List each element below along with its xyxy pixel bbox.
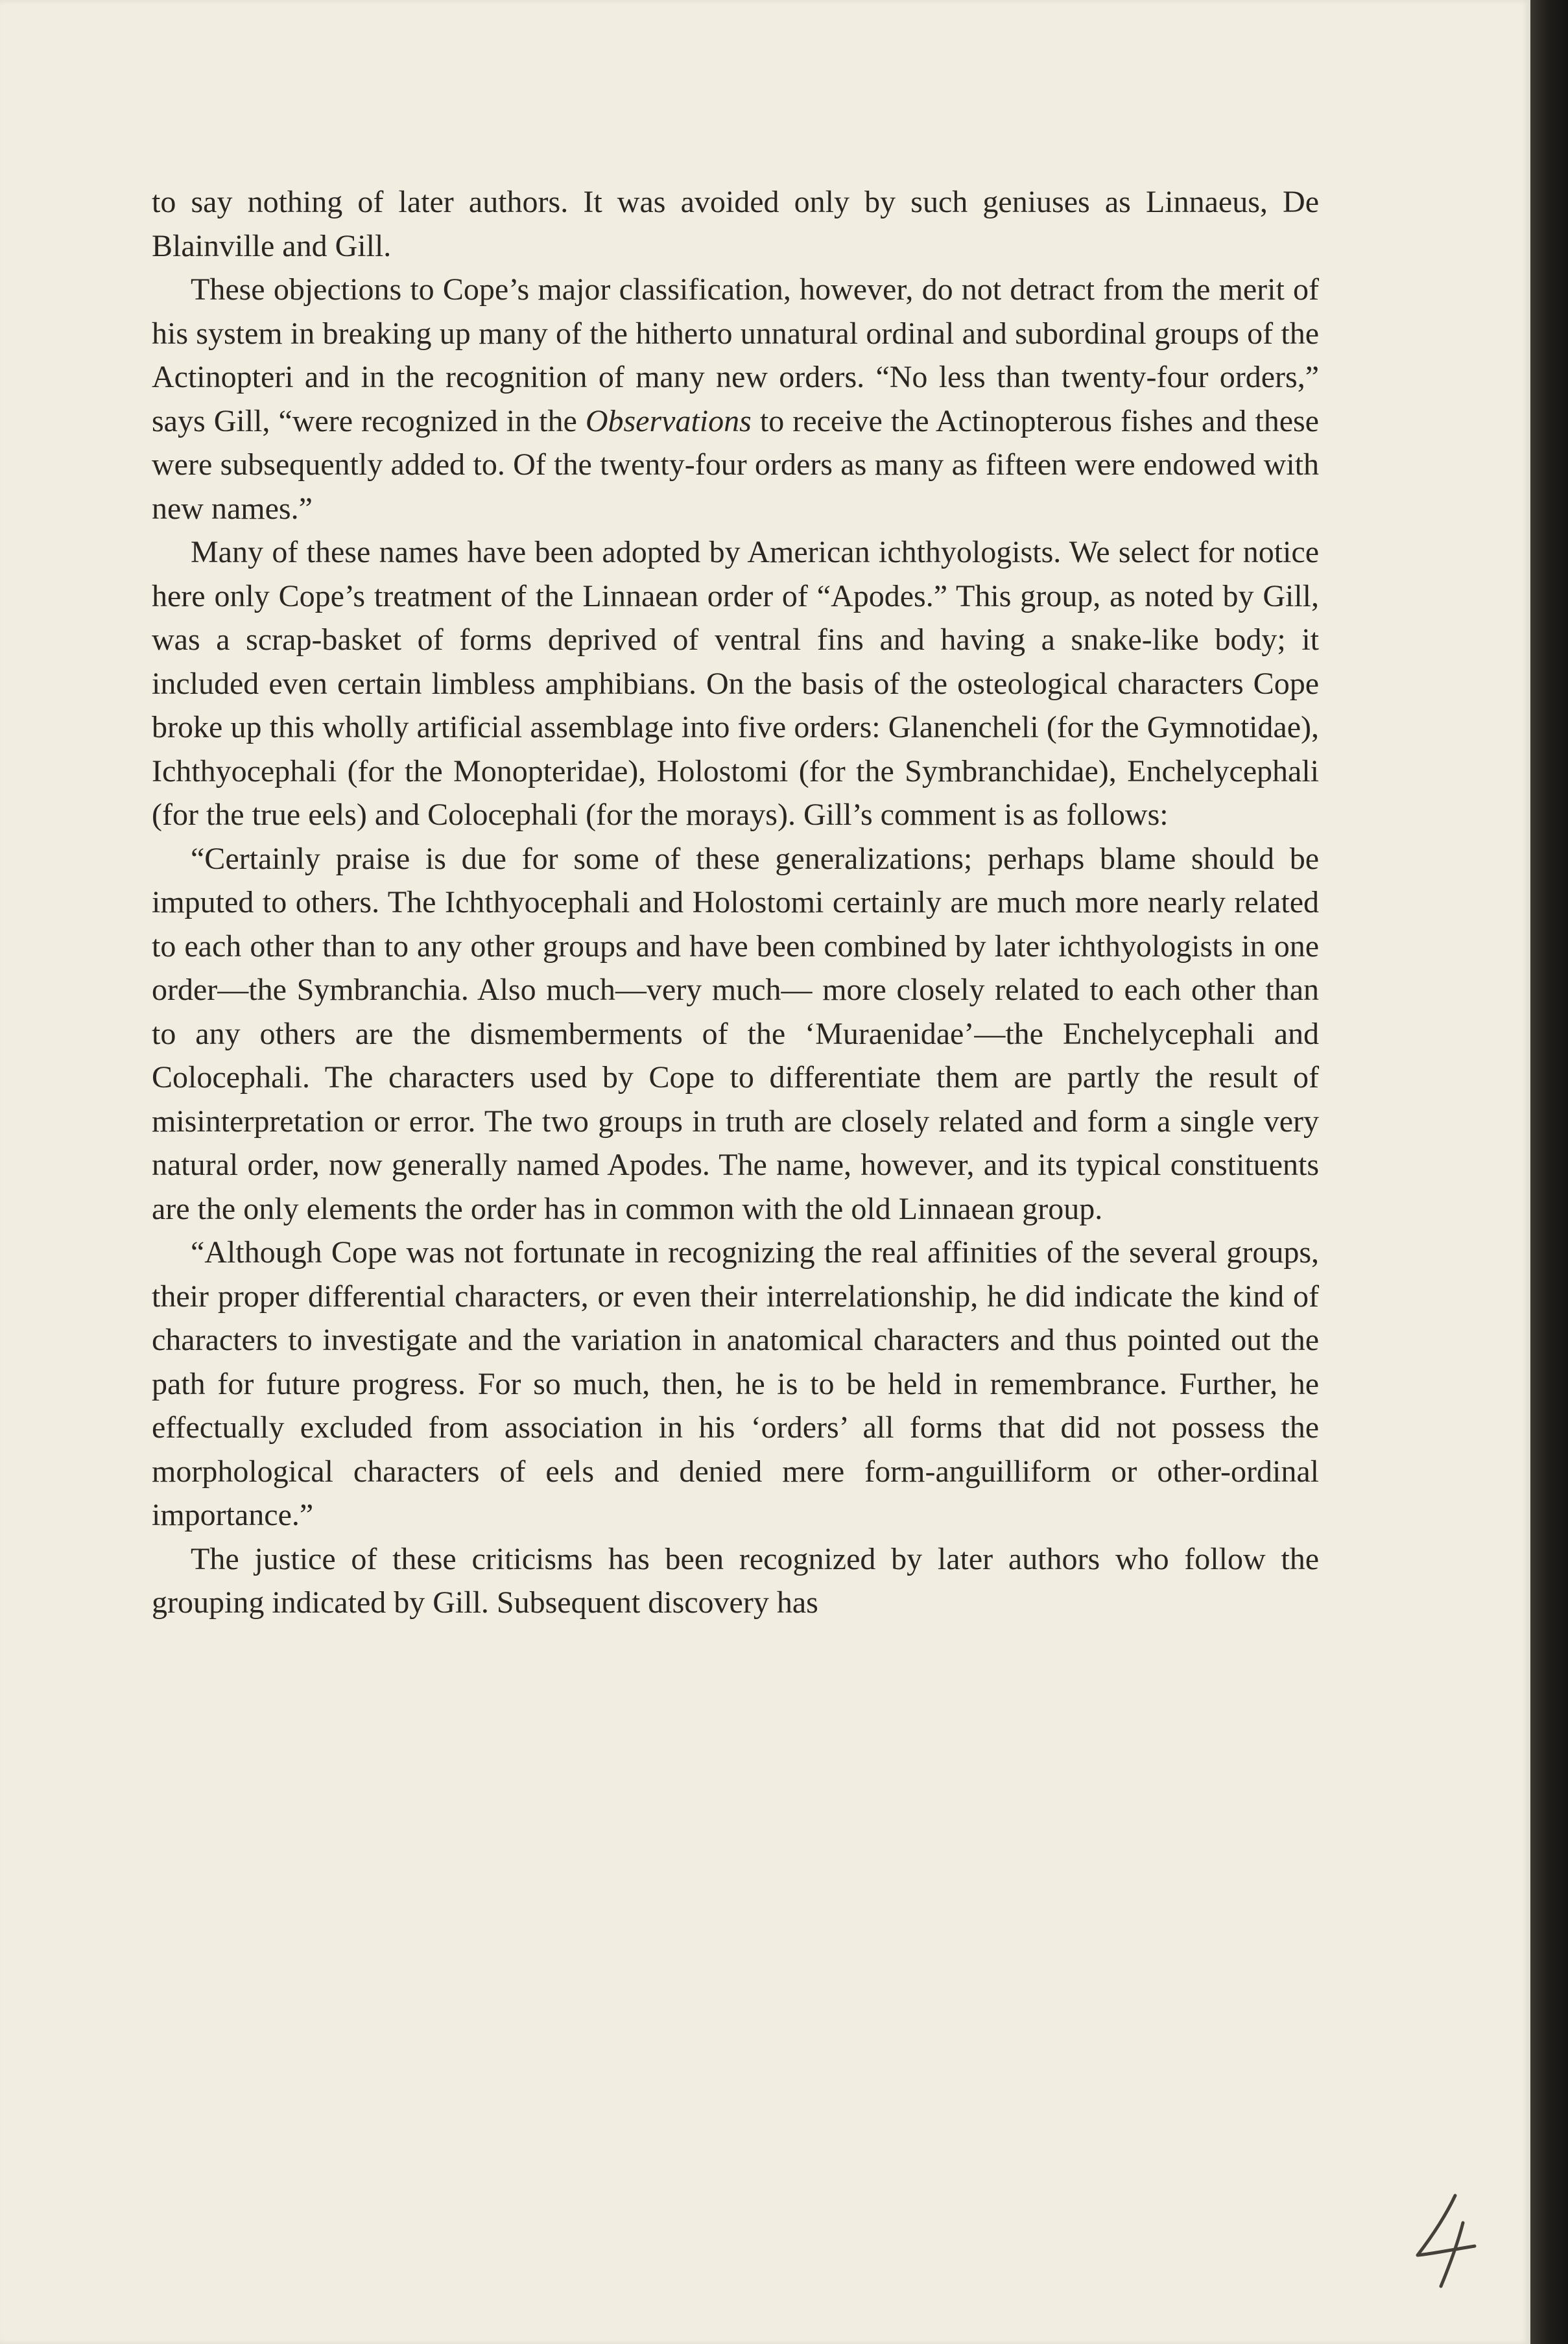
paragraph-2-text: These objections to Cope’s major classification, however, do not detract from the merit of his system in breaking up many of the hitherto unnatural ordinal and subordinal groups of the Actinopteri and in the recognition of many new orders. “No less than twenty-four orders,” says Gill, “were recognized in the [152,272,1319,438]
paragraph-4 [152,837,1319,1231]
paragraph-3 [152,530,1319,837]
italic-title: Observations [585,403,752,438]
paragraph-2-text-end: to receive the Actinopterous fishes and these were subsequently added to. Of the twenty-four orders as many as fifteen were endowed with new names.” [152,403,1319,526]
paragraph-6-text: The justice of these criticisms has been recognized by later authors who follow the grouping indicated by Gill. Subsequent discovery has [152,1541,1319,1620]
paragraph-1 [152,180,1319,268]
paragraph-6 [152,1537,1319,1625]
handwritten-page-number [1412,2192,1484,2289]
paragraph-5 [152,1231,1319,1537]
scan-edge [1530,0,1568,2344]
paragraph-4-text: “Certainly praise is due for some of these generalizations; perhaps blame should be imputed to others. The Ichthyocephali and Holostomi certainly are much more nearly related to each other than to any other groups and have been combined by later ichthyologists in one order—the Symbranchia. Also much—very much— more closely related to each other than to any others are the dismemberments of the ‘Muraenidae’—the Enchelycephali and Colocephali. The characters used by Cope to differentiate them are partly the result of misinterpretation or error. The two groups in truth are closely related and form a single very natural order, now generally named Apodes. The name, however, and its typical constituents are the only elements the order has in common with the old Linnaean group. [152,841,1319,1226]
paragraph-5-text: “Although Cope was not fortunate in recognizing the real affinities of the several groups, their proper differential characters, or even their interrelationship, he did indicate the kind of characters to investigate and the variation in anatomical characters and thus pointed out the path for future progress. For so much, then, he is to be held in remembrance. Further, he effectually excluded from association in his ‘orders’ all forms that did not possess the morphological characters of eels and denied mere form-anguilliform or other-ordinal importance.” [152,1235,1319,1532]
paragraph-1-text: to say nothing of later authors. It was avoided only by such geniuses as Linnaeus, De Blainville and Gill. [152,185,1319,263]
paragraph-3-text: Many of these names have been adopted by American ichthyologists. We select for notice here only Cope’s treatment of the Linnaean order of “Apodes.” This group, as noted by Gill, was a scrap-basket of forms deprived of ventral fins and having a snake-like body; it included even certain limbless amphibians. On the basis of the osteological characters Cope broke up this wholly artificial assemblage into five orders: Glanencheli (for the Gymnotidae), Ichthyocephali (for the Monopteridae), Holostomi (for the Symbranchidae), Enchelycephali (for the true eels) and Colocephali (for the morays). Gill’s comment is as follows: [152,535,1319,832]
body-text [152,180,1319,1625]
paragraph-2 [152,268,1319,530]
handwritten-four-icon [1412,2192,1484,2289]
